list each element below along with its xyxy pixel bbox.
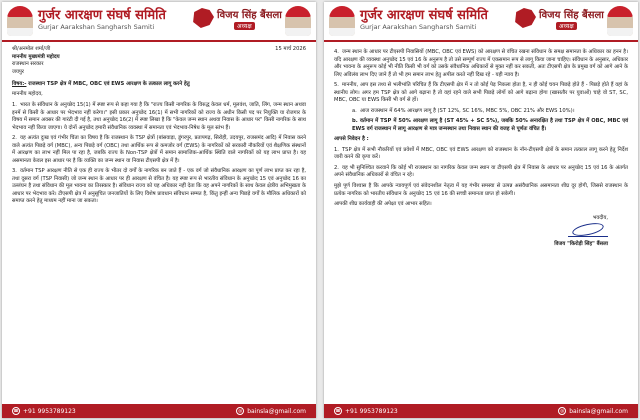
paragraph: 1. भारत के संविधान के अनुच्छेद 15(1) में स्पष्ट रूप से कहा गया है कि "राज्य किसी नागरिक के विरुद्ध केवल धर्म, मूलवंश, जाति, लिंग, जन्म स्थान अथवा इनमें से किसी के आधार पर भेदभाव नहीं करेगा।" इसी प्रकार अनुच्छेद 16(1) में सभी नागरिकों को राज्य के अधीन किसी पद पर नियुक्ति या रोजगार के विषय में समान अवसर की गारंटी दी गई है, तथा अनुच्छेद 16(2) में स्पष्ट लिखा है कि "केवल जन्म स्थान अथवा निवास के आधार पर" किसी नागरिक के साथ भेदभाव नहीं किया जाएगा। ये दोनों अनुच्छेद हमारी संवैधानिक व्यवस्था में समानता एवं भेदभाव-निषेध के मूल स्तंभ हैं। (12, 101, 306, 131)
phone-icon: ☎ (13, 408, 19, 413)
org-title: गुर्जर आरक्षण संघर्ष समिति (360, 8, 488, 23)
org-subtitle: Gurjar Aarakshan Sangharsh Samiti (360, 23, 477, 31)
reference-line: श्री/अनमोल शर्मा/जी (12, 46, 51, 52)
list-item: a. आज राजस्थान में 64% आरक्षण लागू है (ST 12%, SC 16%, MBC 5%, OBC 21% और EWS 10%)। (352, 107, 575, 114)
paragraph: 3. वर्तमान TSP आरक्षण नीति से एक ही राज्य के भीतर दो वर्गों के नागरिक बन जाते हैं - एक वर्ग जो संवैधानिक आरक्षण का पूर्ण लाभ प्राप्त कर रहा है, तथा दूसरा वर्ग (TSP निवासी) जो जन्म स्थान के आधार पर ही आरक्षण से वंचित है। यह स्पष्ट रूप से भारतीय संविधान के अनुच्छेद 15 एवं अनुच्छेद 16 का उल्लंघन है तथा संविधान की मूल भावना का तिरस्कार है। संविधान राज्य को यह अधिकार नहीं देता कि वह अपने नागरिकों के साथ केवल क्षेत्रीय अभिमुखता के आधार पर भेदभाव करे। टीएसपी क्षेत्र में अनुसूचित जनजातियों के लिए विशेष प्रावधान संविधान सम्मत है, किंतु इन्हीं अन्य पिछड़े वर्गों के मौलिक अधिकारों को समाप्त करने हेतु माध्यम नहीं माना जा सकता। (12, 168, 306, 205)
footer-phone: ☎ +91 9953789123 (335, 407, 398, 415)
leader-block (514, 6, 602, 34)
action-request: आपकी शीघ्र कार्यवाही की अपेक्षा एवं आभार सहित। (334, 201, 432, 208)
paragraph: 5. माननीय, आप इस तथ्य से भलीभांति परिचित हैं कि टीएसपी क्षेत्र में न तो कोई पेड़ निकला होता है, न ही कोई चयन पिछड़े होते हैं - पिछड़े होते हैं वहां के स्थानीय लोग। अगर हम TSP क्षेत्र को आगे बढ़ाना है तो वहां रहने वाले सभी पिछड़े लोगों को आगे बढ़ाना होगा (खासतौर पर युवाओं) चाहे वो ST, SC, MBC, OBC या EWS किसी भी वर्ग से हों। (334, 82, 628, 104)
closing-paragraph: मुझे पूर्ण विश्वास है कि आपके न्यायपूर्ण एवं संवेदनशील नेतृत्व में यह गंभीर समस्या से उत्पन्न असंवैधानिक असमानता शीघ्र दूर होगी, जिससे राजस्थान के प्रत्येक नागरिक को भारतीय संविधान के अनुच्छेद 15 एवं 16 की सच्ची समानता प्राप्त हो सकेगी। (334, 182, 628, 197)
footer-email: @ bainsla@gmail.com (238, 407, 306, 415)
founder-portrait (7, 6, 33, 36)
letter-footer (2, 404, 316, 418)
paragraph: 4. जन्म स्थान के आधार पर टीएसपी निवासियों (MBC, OBC एवं EWS) को आरक्षण से वंचित रखना संविधान के समक्ष समानता के अधिकार का हनन है। यदि आरक्षण की व्यवस्था अनुच्छेद 15 एवं 16 के अनुरूप है तो उसे सम्पूर्ण राज्य में एकसमान रूप से लागू किया जाना चाहिए। संविधान के अनुसार, अधिकार और भावना के अनुरूप कोई भी नीति किसी भी वर्ग को उसके संवैधानिक अधिकारों से मुक्त नहीं कर सकती, अतः टीएसपी क्षेत्र के प्रमुख वर्ग को आगे आने के लिए अविलंब लाभ दिए जाने हैं तो भी हम समान लाभ हेतु अपील करते नहीं दिख रहे - यही न्याय है। (334, 49, 628, 78)
leader-name: विजय सिंह बैंसला (217, 10, 282, 21)
letter-date: 15 मार्च 2026 (275, 46, 306, 52)
sub-points (352, 108, 628, 134)
org-subtitle: Gurjar Aarakshan Sangharsh Samiti (38, 23, 155, 31)
footer-phone: ☎ +91 9953789123 (13, 407, 76, 415)
signatory-name: विजय "किरोड़ी सिंह" बैंसला (554, 240, 608, 247)
email-icon: @ (560, 408, 565, 413)
rajasthan-map-icon (514, 8, 536, 28)
letter-body-1 (2, 42, 316, 206)
subject-line: विषय:- राजस्थान TSP क्षेत्र में MBC, OBC एवं EWS आरक्षण के तत्काल लागू करने हेतु (12, 80, 190, 87)
salutation: माननीय महोदय, (12, 91, 43, 98)
leader-name: विजय सिंह बैंसला (539, 10, 604, 21)
org-title: गुर्जर आरक्षण संघर्ष समिति (38, 8, 166, 23)
leader-role: अध्यक्ष (234, 22, 255, 30)
letter-body-2 (324, 42, 638, 248)
leader-role: अध्यक्ष (556, 22, 577, 30)
letter-page-2 (324, 2, 638, 418)
letterhead (2, 2, 316, 42)
list-item: b. वर्तमान में TSP में 50% आरक्षण लागू है (ST 45% + SC 5%), जबकि 50% अनारक्षित है तथा TSP क्षेत्र में OBC, MBC एवं EWS वर्ग राजस्थान में लागू आरक्षण से मात्र जन्मस्थान तथा निवास स्थान की वजह से पूर्णतः वंचित हैं। (352, 118, 628, 132)
letter-page-1 (2, 2, 316, 418)
request-intro: आपसे निवेदन है : (334, 136, 369, 143)
paragraph: 2. यह अत्यंत दुःख एवं गंभीर चिंता का विषय है कि राजस्थान के TSP क्षेत्रों (बांसवाड़ा, डूंगरपुर, प्रतापगढ़, सिरोही, उदयपुर, राजसमंद आदि) में निवास करने वाले अत्यंत पिछड़े वर्ग (MBC), अन्य पिछड़े वर्ग (OBC) तथा आर्थिक रूप से कमजोर वर्ग (EWS) के नागरिकों को सरकारी नौकरियों एवं शैक्षणिक संस्थानों में आरक्षण का लाभ नहीं मिल पा रहा है, जबकि राज्य के Non-TSP क्षेत्रों में समान सामाजिक-आर्थिक स्थिति वाले नागरिकों को यह लाभ प्राप्त है। यह असमानता केवल इस आधार पर है कि व्यक्ति का जन्म स्थान या निवास टीएसपी क्षेत्र में है। (12, 135, 306, 164)
founder-portrait (329, 6, 355, 36)
email-icon: @ (238, 408, 243, 413)
footer-email: @ bainsla@gmail.com (560, 407, 628, 415)
signature-mark (568, 222, 608, 237)
letterhead (324, 2, 638, 42)
sign-off: भवदीय, (592, 214, 608, 221)
leader-portrait (285, 6, 311, 36)
leader-block (192, 6, 280, 34)
signature-block (334, 215, 628, 249)
request-item: 2. यह भी सुनिश्चित करवाने कि कोई भी राजस्थान का नागरिक केवल जन्म स्थान या टीएसपी क्षेत्र में निवास के आधार पर अनुच्छेद 15 एवं 16 के अंतर्गत अपने संवैधानिक अधिकारों से वंचित न रहे। (334, 164, 628, 179)
rajasthan-map-icon (192, 8, 214, 28)
letter-footer (324, 404, 638, 418)
leader-portrait (607, 6, 633, 36)
phone-icon: ☎ (335, 408, 341, 413)
recipient-address: माननीय मुख्यमंत्री महोदय राजस्थान सरकार जयपुर (12, 53, 60, 76)
request-item: 1. TSP क्षेत्र में सभी नौकरियों एवं प्रवेशों में MBC, OBC एवं EWS आरक्षण को राजस्थान के नॉन-टीएसपी क्षेत्रों के समान तत्काल लागू करने हेतु निर्देश जारी करने की कृपा करें। (334, 146, 628, 161)
